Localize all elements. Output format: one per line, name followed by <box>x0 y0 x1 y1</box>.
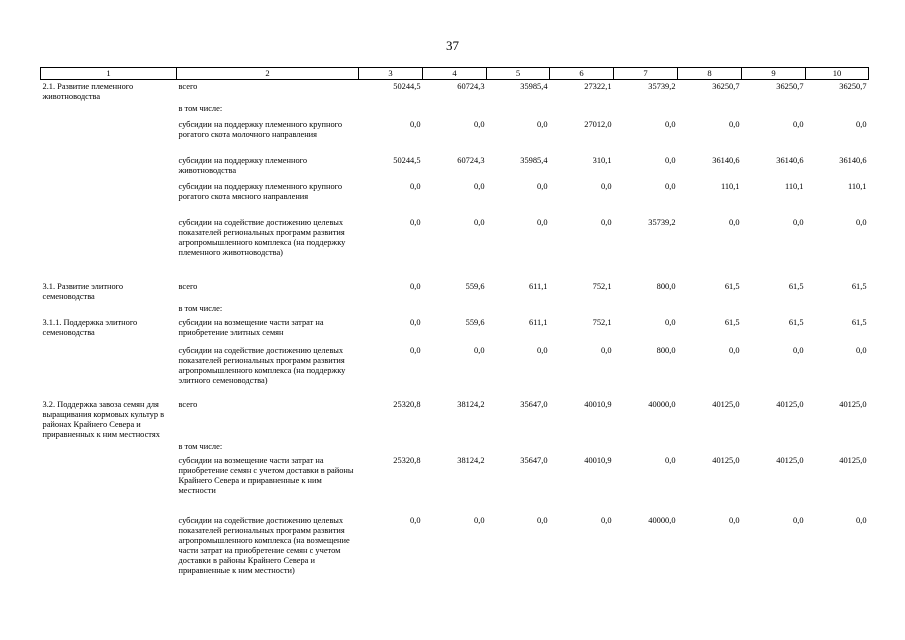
value-cell <box>423 302 487 316</box>
value-cell: 800,0 <box>656 282 676 291</box>
table-row <box>41 338 869 386</box>
value-cell: 0,0 <box>410 282 421 291</box>
value-cell: 27322,1 <box>584 82 612 91</box>
value-cell: 35647,0 <box>520 456 548 465</box>
value-cell: 38124,2 <box>457 456 485 465</box>
value-cell: 50244,5 <box>393 82 421 91</box>
value-cell: 752,1 <box>592 318 612 327</box>
value-cell: 110,1 <box>847 182 867 191</box>
section-name-cell: 3.2. Поддержка завоза семян для выращивания кормовых культур в районах Крайнего Севера и приравненных к ним местностях <box>42 400 165 439</box>
value-cell: 40125,0 <box>712 456 740 465</box>
value-cell: 0,0 <box>665 456 676 465</box>
section-name-cell <box>41 454 177 496</box>
table-row <box>41 212 869 268</box>
description-cell: всего <box>178 82 198 91</box>
section-name-cell <box>41 150 177 176</box>
value-cell <box>423 440 487 454</box>
value-cell: 0,0 <box>793 120 804 129</box>
description-cell: в том числе: <box>178 304 223 313</box>
value-cell <box>550 440 614 454</box>
table-row <box>41 102 869 116</box>
value-cell: 310,1 <box>592 156 612 165</box>
description-cell: субсидии на поддержку племенного крупного рогатого скота молочного направления <box>178 120 343 139</box>
value-cell: 0,0 <box>601 182 612 191</box>
description-cell: всего <box>178 400 198 409</box>
table-row <box>41 80 869 103</box>
value-cell: 0,0 <box>856 346 867 355</box>
value-cell <box>806 440 869 454</box>
value-cell <box>678 440 742 454</box>
value-cell <box>550 302 614 316</box>
table-row <box>41 316 869 338</box>
value-cell: 61,5 <box>851 318 867 327</box>
value-cell: 36250,7 <box>712 82 740 91</box>
value-cell: 25320,8 <box>393 456 421 465</box>
value-cell: 0,0 <box>410 218 421 227</box>
section-name-cell: 3.1.1. Поддержка элитного семеноводства <box>42 318 138 337</box>
section-name-cell: 2.1. Развитие племенного животноводства <box>42 82 134 101</box>
description-cell: субсидии на возмещение части затрат на приобретение элитных семян <box>178 318 324 337</box>
value-cell: 0,0 <box>537 346 548 355</box>
value-cell <box>742 440 806 454</box>
header-cell: 2 <box>177 68 359 80</box>
value-cell <box>614 302 678 316</box>
budget-table <box>40 67 869 586</box>
value-cell <box>806 302 869 316</box>
section-name-cell: 3.1. Развитие элитного семеноводства <box>42 282 124 301</box>
value-cell: 0,0 <box>793 346 804 355</box>
value-cell: 110,1 <box>784 182 804 191</box>
table-row <box>41 268 869 302</box>
value-cell: 0,0 <box>665 318 676 327</box>
value-cell: 0,0 <box>537 120 548 129</box>
page-number: 37 <box>446 38 459 53</box>
value-cell: 61,5 <box>851 282 867 291</box>
header-row <box>41 68 869 80</box>
table-body <box>41 80 869 587</box>
table-row <box>41 176 869 212</box>
value-cell <box>806 102 869 116</box>
value-cell: 61,5 <box>724 282 740 291</box>
value-cell: 0,0 <box>410 516 421 525</box>
header-cell: 1 <box>41 68 177 80</box>
value-cell: 36140,6 <box>776 156 804 165</box>
value-cell: 0,0 <box>793 218 804 227</box>
value-cell: 25320,8 <box>393 400 421 409</box>
section-name-cell <box>41 102 177 116</box>
value-cell: 0,0 <box>793 516 804 525</box>
value-cell: 40125,0 <box>776 456 804 465</box>
description-cell: субсидии на возмещение части затрат на приобретение семян с учетом доставки в районы Крайнего Севера и приравненные к ним местности <box>178 456 354 495</box>
header-cell: 5 <box>487 68 550 80</box>
table-row <box>41 302 869 316</box>
value-cell: 40125,0 <box>839 400 867 409</box>
description-cell: субсидии на поддержку племенного крупного рогатого скота мясного направления <box>178 182 343 201</box>
value-cell: 0,0 <box>474 218 485 227</box>
value-cell: 40000,0 <box>648 516 676 525</box>
value-cell: 0,0 <box>410 120 421 129</box>
value-cell: 0,0 <box>729 120 740 129</box>
table-row <box>41 386 869 440</box>
value-cell: 36250,7 <box>776 82 804 91</box>
value-cell: 27012,0 <box>584 120 612 129</box>
header-cell: 8 <box>678 68 742 80</box>
value-cell: 800,0 <box>656 346 676 355</box>
value-cell: 40010,9 <box>584 456 612 465</box>
value-cell: 0,0 <box>537 516 548 525</box>
value-cell: 50244,5 <box>393 156 421 165</box>
value-cell: 0,0 <box>410 182 421 191</box>
section-name-cell <box>41 440 177 454</box>
value-cell: 611,1 <box>528 282 548 291</box>
value-cell <box>487 440 550 454</box>
value-cell: 60724,3 <box>457 82 485 91</box>
value-cell: 0,0 <box>601 346 612 355</box>
value-cell: 0,0 <box>537 218 548 227</box>
section-name-cell <box>41 302 177 316</box>
value-cell: 0,0 <box>729 346 740 355</box>
description-cell: в том числе: <box>178 104 223 113</box>
value-cell <box>614 102 678 116</box>
value-cell: 0,0 <box>729 218 740 227</box>
value-cell: 0,0 <box>856 516 867 525</box>
value-cell: 35739,2 <box>648 82 676 91</box>
value-cell <box>614 440 678 454</box>
description-cell: всего <box>178 282 198 291</box>
value-cell: 0,0 <box>410 318 421 327</box>
value-cell: 61,5 <box>788 282 804 291</box>
header-cell: 9 <box>742 68 806 80</box>
value-cell: 36140,6 <box>712 156 740 165</box>
value-cell: 0,0 <box>665 120 676 129</box>
value-cell: 40125,0 <box>776 400 804 409</box>
description-cell: субсидии на содействие достижению целевых показателей региональных программ развития агропромышленного комплекса (на поддержку элитного семеноводства) <box>178 346 346 385</box>
value-cell: 0,0 <box>601 218 612 227</box>
value-cell: 0,0 <box>856 218 867 227</box>
value-cell: 559,6 <box>465 318 485 327</box>
value-cell: 0,0 <box>856 120 867 129</box>
value-cell: 35647,0 <box>520 400 548 409</box>
value-cell: 110,1 <box>720 182 740 191</box>
value-cell: 40125,0 <box>839 456 867 465</box>
section-name-cell <box>41 496 177 586</box>
section-name-cell <box>41 116 177 150</box>
header-cell: 10 <box>806 68 869 80</box>
description-cell: субсидии на поддержку племенного животноводства <box>178 156 308 175</box>
header-cell: 6 <box>550 68 614 80</box>
value-cell: 0,0 <box>474 182 485 191</box>
value-cell <box>359 302 423 316</box>
value-cell: 0,0 <box>665 156 676 165</box>
description-cell: субсидии на содействие достижению целевых показателей региональных программ развития агропромышленного комплекса (на поддержку племенного животноводства) <box>178 218 346 257</box>
value-cell: 0,0 <box>474 120 485 129</box>
value-cell: 40000,0 <box>648 400 676 409</box>
section-name-cell <box>41 338 177 386</box>
value-cell: 0,0 <box>665 182 676 191</box>
header-cell: 4 <box>423 68 487 80</box>
table-row <box>41 496 869 586</box>
value-cell <box>487 302 550 316</box>
value-cell: 0,0 <box>729 516 740 525</box>
header-cell: 7 <box>614 68 678 80</box>
value-cell <box>678 102 742 116</box>
table-row <box>41 116 869 150</box>
value-cell <box>423 102 487 116</box>
header-cell: 3 <box>359 68 423 80</box>
description-cell: в том числе: <box>178 442 223 451</box>
value-cell: 35985,4 <box>520 156 548 165</box>
value-cell: 752,1 <box>592 282 612 291</box>
value-cell: 60724,3 <box>457 156 485 165</box>
value-cell: 35739,2 <box>648 218 676 227</box>
value-cell <box>742 302 806 316</box>
value-cell: 0,0 <box>474 346 485 355</box>
description-cell: субсидии на содействие достижению целевых показателей региональных программ развития агропромышленного комплекса (на возмещение части затрат на приобретение семян с учетом доставки в районы Крайнего Севера и приравненные к ним местности) <box>178 516 350 575</box>
value-cell <box>678 302 742 316</box>
value-cell: 40125,0 <box>712 400 740 409</box>
value-cell: 559,6 <box>465 282 485 291</box>
value-cell: 36140,6 <box>839 156 867 165</box>
value-cell: 0,0 <box>410 346 421 355</box>
value-cell: 0,0 <box>601 516 612 525</box>
value-cell: 38124,2 <box>457 400 485 409</box>
value-cell <box>487 102 550 116</box>
value-cell: 61,5 <box>724 318 740 327</box>
value-cell: 0,0 <box>537 182 548 191</box>
table-row <box>41 150 869 176</box>
value-cell <box>359 440 423 454</box>
section-name-cell <box>41 212 177 268</box>
table-row <box>41 440 869 454</box>
value-cell <box>359 102 423 116</box>
section-name-cell <box>41 176 177 212</box>
value-cell: 35985,4 <box>520 82 548 91</box>
value-cell <box>742 102 806 116</box>
value-cell <box>550 102 614 116</box>
value-cell: 61,5 <box>788 318 804 327</box>
value-cell: 40010,9 <box>584 400 612 409</box>
value-cell: 611,1 <box>528 318 548 327</box>
table-row <box>41 454 869 496</box>
value-cell: 0,0 <box>474 516 485 525</box>
value-cell: 36250,7 <box>839 82 867 91</box>
